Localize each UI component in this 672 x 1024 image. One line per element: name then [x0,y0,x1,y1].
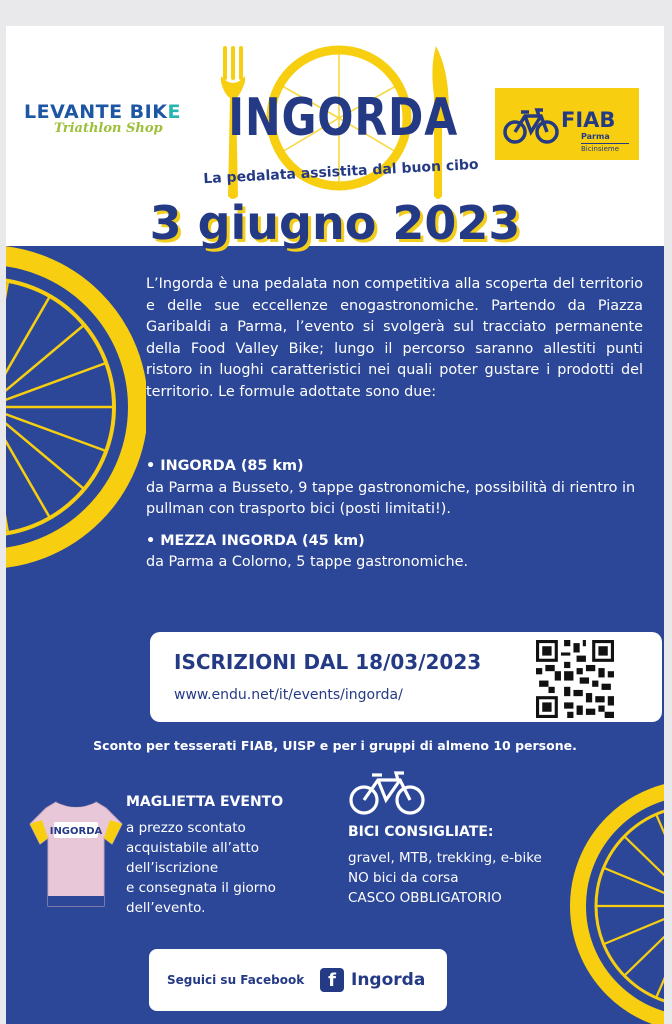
fiab-divider [581,143,629,144]
bicycle-icon [348,770,426,818]
route-list [146,456,643,574]
levante-brand-accent: E [167,101,181,123]
route-item [146,456,643,521]
bikes-heading: BICI CONSIGLIATE: [348,824,494,840]
facebook-box[interactable] [149,949,447,1011]
fiab-city: Parma [581,132,610,141]
route-item [146,531,643,574]
fiab-brand: FIAB [561,108,616,132]
shirt-desc-line: acquistabile all’atto [126,840,260,856]
event-intro: L’Ingorda è una pedalata non competitiva alla scoperta del territorio e delle sue eccellenze enogastronomiche. Partendo da Piazza Garibaldi a Parma, l’evento si svolgerà sul tracciato permanente della Food Valley Bike; lungo il percorso saranno allestiti punti ristoro in luoghi caratteristici nei quali poter gustare i prodotti del territorio. Le formule adottate sono due: [146,276,643,400]
levante-brand [24,101,192,123]
facebook-label: Seguici su Facebook [167,973,305,987]
facebook-page-name[interactable]: Ingorda [351,970,426,990]
left-wheel-graphic [6,222,146,592]
shirt-description [126,818,326,918]
route-title [146,456,643,478]
discount-note: Sconto per tesserati FIAB, UISP e per i gruppi di almeno 10 persone. [93,738,577,753]
shirt-print-text: INGORDA [49,826,103,837]
levante-brand-text: LEVANTE BIKE [24,101,181,123]
registration-box [150,632,662,722]
shirt-desc-line: e consegnata il giorno [126,880,276,896]
facebook-icon[interactable]: f [320,968,344,992]
bullet-icon: • [146,532,156,549]
bikes-description [348,848,588,908]
bikes-desc-line: NO bici da corsa [348,870,459,886]
event-title-block [196,36,486,206]
route-title-text: INGORDA (85 km) [160,458,304,474]
route-title-text: MEZZA INGORDA (45 km) [160,532,365,549]
qr-code-icon[interactable] [536,640,614,718]
levante-bike-logo [24,101,192,136]
event-tagline: La pedalata assistita dal buon cibo [202,156,480,188]
shirt-desc-line: dell’evento. [126,900,206,916]
event-shirt-image [26,794,126,914]
shirt-desc-line: a prezzo scontato [126,820,246,836]
registration-link[interactable]: www.endu.net/it/events/ingorda/ [174,687,403,703]
registration-title: ISCRIZIONI DAL 18/03/2023 [174,650,482,674]
fiab-logo [495,88,639,160]
event-poster [6,26,664,1024]
route-desc: da Parma a Busseto, 9 tappe gastronomiche, possibilità di rientro in pullman con trasporto bici (posti limitati!). [146,479,636,517]
event-title: INGORDA [228,88,459,148]
fiab-tagline: Bicinsieme [581,145,620,153]
bicycle-icon [503,106,559,146]
bikes-desc-line: gravel, MTB, trekking, e-bike [348,850,542,866]
levante-subtitle: Triathlon Shop [54,121,163,136]
shirt-desc-line: dell’iscrizione [126,860,219,876]
event-date: 3 giugno 2023 [149,196,521,250]
route-title [146,531,643,553]
route-desc: da Parma a Colorno, 5 tappe gastronomiche. [146,554,469,570]
shirt-heading: MAGLIETTA EVENTO [126,794,284,810]
bikes-desc-line: CASCO OBBLIGATORIO [348,890,502,906]
bullet-icon: • [146,458,156,474]
